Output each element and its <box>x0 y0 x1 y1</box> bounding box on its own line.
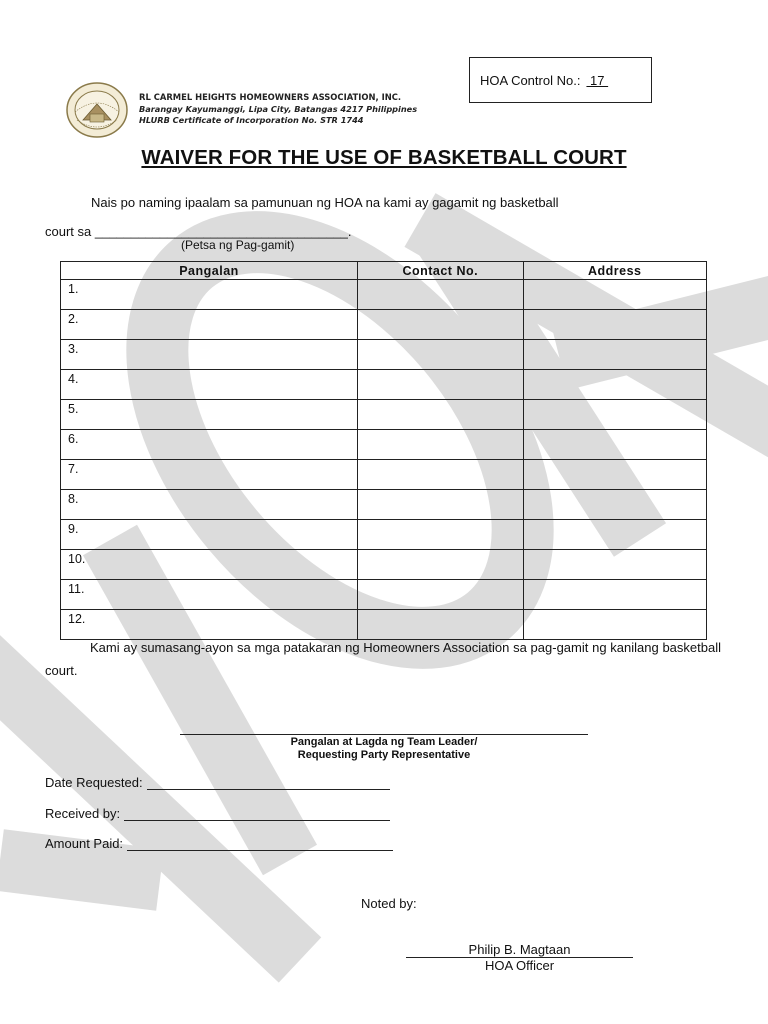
header-contact-no: Contact No. <box>358 262 524 280</box>
row-number: 1. <box>61 280 358 310</box>
contact-cell[interactable] <box>358 280 524 310</box>
document-title: WAIVER FOR THE USE OF BASKETBALL COURT <box>141 146 627 169</box>
address-cell[interactable] <box>523 520 706 550</box>
contact-cell[interactable] <box>358 490 524 520</box>
address-cell[interactable] <box>523 610 706 640</box>
organization-info <box>139 92 417 127</box>
hoa-seal-logo <box>66 82 128 138</box>
table-row <box>61 400 707 430</box>
address-cell[interactable] <box>523 340 706 370</box>
table-row <box>61 490 707 520</box>
org-name: RL CARMEL HEIGHTS HOMEOWNERS ASSOCIATION, INC. <box>139 92 402 102</box>
contact-cell[interactable] <box>358 310 524 340</box>
table-row <box>61 370 707 400</box>
contact-cell[interactable] <box>358 370 524 400</box>
intro-line-1: Nais po naming ipaalam sa pamunuan ng HOA na kami ay gagamit ng basketball <box>91 195 559 210</box>
officer-name: Philip B. Magtaan <box>406 942 633 958</box>
table-header-row <box>61 262 707 280</box>
row-number: 8. <box>61 490 358 520</box>
control-number-label: HOA Control No.: <box>480 72 581 88</box>
signature-line[interactable] <box>180 722 588 735</box>
table-row <box>61 550 707 580</box>
row-number: 9. <box>61 520 358 550</box>
amount-paid-label: Amount Paid: <box>45 836 124 851</box>
table-row <box>61 460 707 490</box>
contact-cell[interactable] <box>358 580 524 610</box>
signature-caption <box>180 736 588 761</box>
row-number: 5. <box>61 400 358 430</box>
address-cell[interactable] <box>523 580 706 610</box>
contact-cell[interactable] <box>358 340 524 370</box>
date-requested-label: Date Requested: <box>45 775 143 790</box>
address-cell[interactable] <box>523 280 706 310</box>
contact-cell[interactable] <box>358 460 524 490</box>
row-number: 11. <box>61 580 358 610</box>
address-cell[interactable] <box>523 370 706 400</box>
signature-caption-line-2: Requesting Party Representative <box>297 748 471 761</box>
address-cell[interactable] <box>523 310 706 340</box>
amount-paid-field <box>45 836 393 851</box>
contact-cell[interactable] <box>358 520 524 550</box>
table-row <box>61 520 707 550</box>
address-cell[interactable] <box>523 430 706 460</box>
date-requested-line[interactable] <box>147 777 390 790</box>
table-row <box>61 610 707 640</box>
agreement-paragraph: Kami ay sumasang-ayon sa mga patakaran ng Homeowners Association sa pag-gamit ng kanilang basketball court. <box>45 640 721 678</box>
date-caption: (Petsa ng Pag-gamit) <box>181 238 295 252</box>
header-address: Address <box>523 262 706 280</box>
org-certificate: HLURB Certificate of Incorporation No. STR 1744 <box>139 115 364 125</box>
contact-cell[interactable] <box>358 610 524 640</box>
table-row <box>61 280 707 310</box>
address-cell[interactable] <box>523 400 706 430</box>
row-number: 6. <box>61 430 358 460</box>
row-number: 3. <box>61 340 358 370</box>
received-by-line[interactable] <box>124 808 390 821</box>
date-requested-field <box>45 775 390 790</box>
officer-block <box>406 942 633 973</box>
amount-paid-line[interactable] <box>127 838 393 851</box>
row-number: 4. <box>61 370 358 400</box>
contact-cell[interactable] <box>358 430 524 460</box>
officer-title: HOA Officer <box>484 958 555 973</box>
received-by-label: Received by: <box>45 806 121 821</box>
address-cell[interactable] <box>523 490 706 520</box>
noted-by-label: Noted by: <box>361 896 417 911</box>
table-row <box>61 310 707 340</box>
intro-line-2: court sa ___________________________________. <box>45 224 352 239</box>
control-number-box <box>469 57 652 103</box>
participants-table <box>60 261 707 640</box>
signature-caption-line-1: Pangalan at Lagda ng Team Leader/ <box>290 736 478 748</box>
row-number: 12. <box>61 610 358 640</box>
row-number: 10. <box>61 550 358 580</box>
contact-cell[interactable] <box>358 550 524 580</box>
row-number: 7. <box>61 460 358 490</box>
row-number: 2. <box>61 310 358 340</box>
table-row <box>61 580 707 610</box>
address-cell[interactable] <box>523 460 706 490</box>
table-row <box>61 340 707 370</box>
header-pangalan: Pangalan <box>61 262 358 280</box>
table-row <box>61 430 707 460</box>
address-cell[interactable] <box>523 550 706 580</box>
org-address: Barangay Kayumanggi, Lipa City, Batangas 4217 Philippines <box>139 103 418 114</box>
control-number-value: 17 <box>586 72 609 88</box>
received-by-field <box>45 806 390 821</box>
contact-cell[interactable] <box>358 400 524 430</box>
